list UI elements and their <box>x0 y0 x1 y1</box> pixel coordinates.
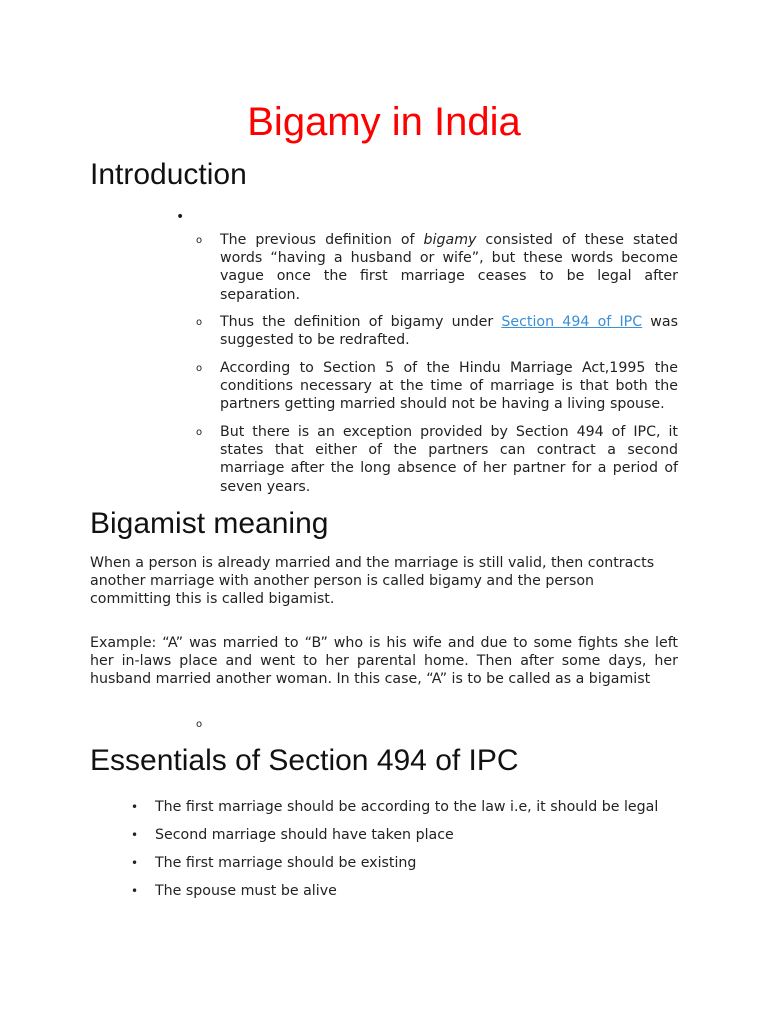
list-item-text: According to Section 5 of the Hindu Marriage Act,1995 the conditions necessary at the time of marriage is that both the partners getting married should not be having a living spouse. <box>220 360 678 413</box>
list-item-text <box>220 313 678 349</box>
bullet-icon: • <box>176 209 185 225</box>
example-paragraph: Example: “A” was married to “B” who is his wife and due to some fights she left her in-laws place and went to her parental home. Then after some days, her husband married another woman. In this case, “A” is to be called as a bigamist <box>90 635 678 688</box>
bigamist-meaning-heading: Bigamist meaning <box>90 507 329 540</box>
bullet-icon: • <box>131 884 139 898</box>
list-item-text: The spouse must be alive <box>155 883 337 899</box>
circle-bullet-icon: o <box>196 235 203 246</box>
section-494-link[interactable]: Section 494 of IPC <box>501 314 643 330</box>
bullet-icon: • <box>131 800 139 814</box>
bullet-icon: • <box>131 828 139 842</box>
circle-bullet-icon: o <box>196 427 203 438</box>
introduction-heading: Introduction <box>90 158 247 191</box>
circle-bullet-icon: o <box>196 719 203 730</box>
meaning-paragraph: When a person is already married and the marriage is still valid, then contracts another marriage with another person is called bigamy and the person committing this is called bigamist. <box>90 555 655 608</box>
list-item-text-part: was suggested to be redrafted. <box>220 314 678 349</box>
circle-bullet-icon: o <box>196 317 203 328</box>
essentials-heading: Essentials of Section 494 of IPC <box>90 744 519 777</box>
list-item-text <box>220 231 678 304</box>
list-item-text-part: The previous definition of <box>220 232 424 248</box>
list-item-text: The first marriage should be according to the law i.e, it should be legal <box>155 799 659 815</box>
list-item-text: The first marriage should be existing <box>155 855 417 871</box>
list-item-text-part: consisted of these stated words “having a husband or wife”, but these words become vague once the first marriage ceases to be legal after separation. <box>220 232 678 303</box>
emphasis-bigamy: bigamy <box>423 232 477 248</box>
list-item-text-part: Thus the definition of bigamy under <box>220 314 502 330</box>
page-title: Bigamy in India <box>247 100 521 144</box>
bullet-icon: • <box>131 856 139 870</box>
list-item-text: Second marriage should have taken place <box>155 827 454 843</box>
list-item-text: But there is an exception provided by Section 494 of IPC, it states that either of the partners can contract a second marriage after the long absence of her partner for a period of seven years. <box>220 424 678 495</box>
circle-bullet-icon: o <box>196 363 203 374</box>
